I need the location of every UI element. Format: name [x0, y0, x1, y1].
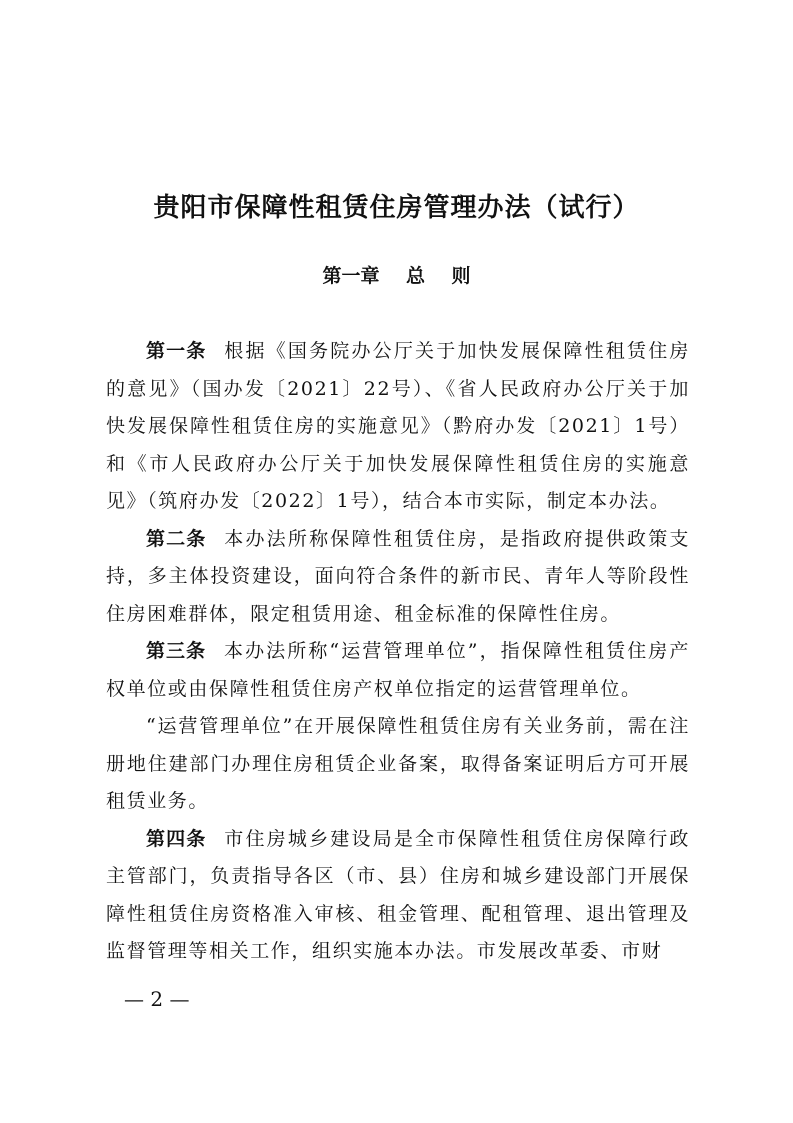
article-text: 本办法所称保障性租赁住房，是指政府提供政策支持，多主体投资建设，面向符合条件的新市民、青年人等阶段性住房困难群体，限定租赁用途、租金标准的保障性住房。 [106, 527, 690, 625]
chapter-heading: 第一章 总 则 [322, 265, 471, 287]
article-label: 第三条 [146, 640, 206, 662]
article-3 [106, 633, 690, 708]
article-2 [106, 521, 690, 634]
article-text: “运营管理单位”在开展保障性租赁住房有关业务前，需在注册地住建部门办理住房租赁企业备案，取得备案证明后方可开展租赁业务。 [106, 715, 690, 812]
article-text: 市住房城乡建设局是全市保障性租赁住房保障行政主管部门，负责指导各区（市、县）住房和城乡建设部门开展保障性租赁住房资格准入审核、租金管理、配租管理、退出管理及监督管理等相关工作，组织实施本办法。市发展改革委、市财 [106, 827, 690, 962]
document-title: 贵阳市保障性租赁住房管理办法（试行） [153, 193, 640, 223]
article-text: 根据《国务院办公厅关于加快发展保障性租赁住房的意见》（国办发〔2021〕22号）、《省人民政府办公厅关于加快发展保障性租赁住房的实施意见》（黔府办发〔2021〕1号）和《市人民政府办公厅关于加快发展保障性租赁住房的实施意见》（筑府办发〔2022〕1号），结合本市实际，制定本办法。 [106, 340, 690, 512]
article-text: 本办法所称“运营管理单位”，指保障性租赁住房产权单位或由保障性租赁住房产权单位指定的运营管理单位。 [106, 640, 690, 700]
article-label: 第四条 [146, 827, 207, 850]
article-4 [106, 821, 690, 971]
article-label: 第二条 [146, 527, 207, 550]
page-number: — 2 — [124, 987, 190, 1011]
article-1 [106, 333, 690, 521]
article-3-paragraph-2 [106, 708, 690, 821]
article-label: 第一条 [146, 340, 207, 362]
document-body [106, 333, 690, 971]
